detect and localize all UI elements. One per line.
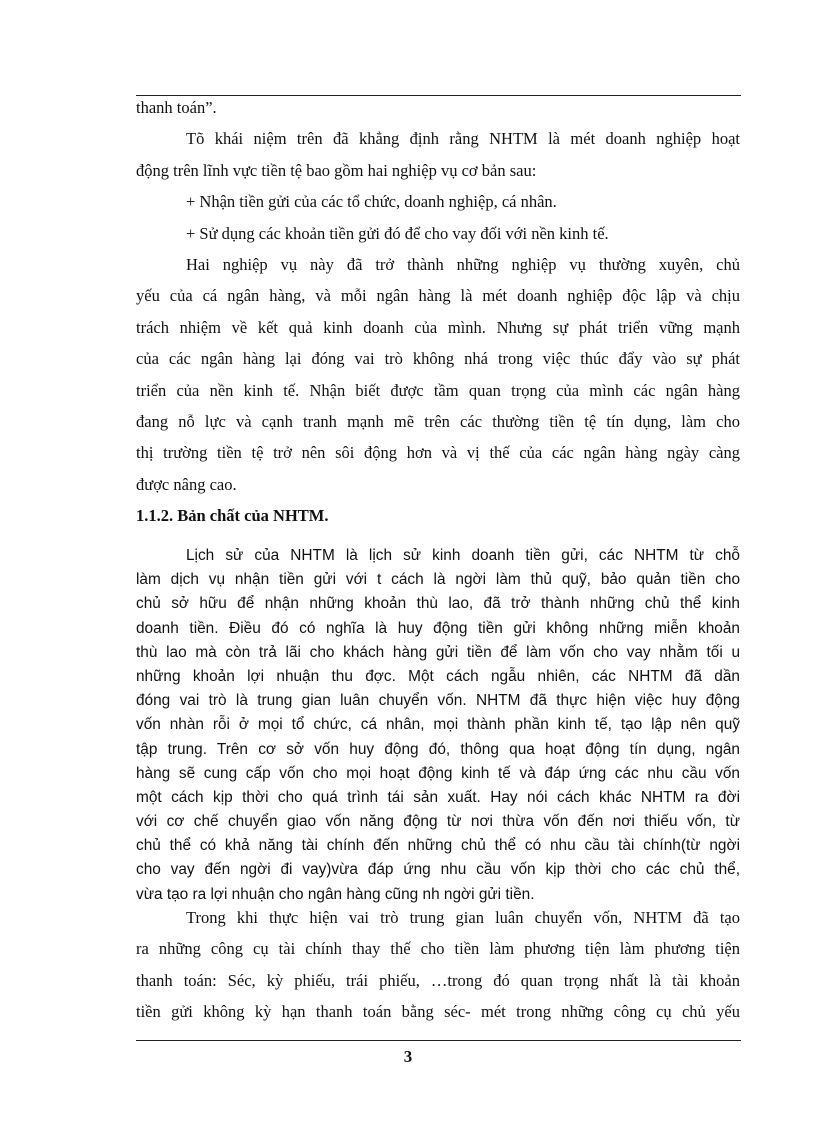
bullet-line: + Sử dụng các khoản tiền gửi đó để cho vay đối với nền kinh tế. — [186, 223, 609, 243]
text-line: những khoản lợi nhuận thu đợc. Một cách ngẫu nhiên, các NHTM đã dần — [136, 667, 740, 685]
text-line: đang nỗ lực và cạnh tranh mạnh mẽ trên các thường tiền tệ tín dụng, làm cho — [136, 411, 740, 431]
text-line: Tõ khái niệm trên đã khẳng định rằng NHTM là mét doanh nghiệp hoạt — [186, 129, 740, 149]
text-line: yếu của cá ngân hàng, và mỗi ngân hàng là mét doanh nghiệp độc lập và chịu — [136, 286, 740, 306]
text-line: vừa tạo ra lợi nhuận cho ngân hàng cũng nh ngời gửi tiền. — [136, 885, 535, 903]
body-text-bottom — [136, 902, 740, 1028]
text-line: Trong khi thực hiện vai trò trung gian luân chuyển vốn, NHTM đã tạo — [186, 908, 740, 927]
text-line: hàng sẽ cung cấp vốn cho mọi hoạt động kinh tế và đáp ứng các nhu cầu vốn — [136, 764, 740, 782]
section-heading: 1.1.2. Bản chất của NHTM. — [136, 506, 329, 526]
text-line: đóng vai trò là trung gian luân chuyển vốn. NHTM đã thực hiện việc huy động — [136, 692, 740, 710]
text-line: thanh toán”. — [136, 98, 217, 117]
text-line: thù lao mà còn trả lãi cho khách hàng gửi tiền để làm vốn cho vay nhằm tối u — [136, 643, 740, 661]
text-line: với cơ chế chuyển giao vốn năng động từ nơi thừa vốn đến nơi thiếu vốn, từ — [136, 813, 740, 831]
text-line: Lịch sử của NHTM là lịch sử kinh doanh tiền gửi, các NHTM từ chỗ — [186, 547, 740, 564]
text-line: của các ngân hàng lại đóng vai trò không nhá trong việc thúc đẩy vào sự phát — [136, 349, 740, 369]
text-line: một cách kịp thời cho quá trình tái sản xuất. Hay nói cách khác NHTM ra đời — [136, 788, 740, 806]
page-number: 3 — [403, 1047, 413, 1066]
footer-rule — [136, 1040, 741, 1041]
text-line: tập trung. Trên cơ sở vốn huy động đó, thông qua hoạt động tín dụng, ngân — [136, 740, 740, 758]
text-line: chủ thể có khả năng tài chính đến những chủ thể có nhu cầu tài chính(từ ngời — [136, 837, 740, 855]
text-line: triển của nền kinh tế. Nhận biết được tầm quan trọng của mình các ngân hàng — [136, 380, 740, 400]
text-line: Hai nghiệp vụ này đã trở thành những nghiệp vụ thường xuyên, chủ — [186, 254, 740, 274]
text-line: trách nhiệm về kết quả kinh doanh của mình. Nhưng sự phát triển vững mạnh — [136, 317, 740, 337]
body-text-middle — [136, 544, 740, 907]
bullet-line: + Nhận tiền gửi của các tổ chức, doanh nghiệp, cá nhân. — [186, 192, 557, 212]
text-line: cho vay đến ngời đi vay)vừa đáp ứng nhu cầu vốn kịp thời cho các chủ thể, — [136, 861, 740, 879]
text-line: động trên lĩnh vực tiền tệ bao gồm hai nghiệp vụ cơ bản sau: — [136, 160, 537, 180]
text-line: tiền gửi không kỳ hạn thanh toán bằng séc- mét trong những công cụ chủ yếu — [136, 1002, 740, 1022]
text-line: thị trường tiền tệ trở nên sôi động hơn và vị thế của các ngân hàng ngày càng — [136, 443, 740, 463]
text-line: vốn nhàn rỗi ở mọi tổ chức, cá nhân, mọi thành phần kinh tế, tạo lập nên quỹ — [136, 716, 740, 734]
body-text-top — [136, 92, 740, 531]
text-line: ra những công cụ tài chính thay thế cho tiền làm phương tiện làm phương tiện — [136, 939, 740, 959]
text-line: thanh toán: Séc, kỳ phiếu, trái phiếu, …trong đó quan trọng nhất là tài khoản — [136, 970, 740, 990]
text-line: được nâng cao. — [136, 474, 237, 494]
text-line: chủ sở hữu để nhận những khoản thù lao, đã trở thành những chủ thể kinh — [136, 595, 740, 613]
text-line: doanh tiền. Điều đó có nghĩa là huy động tiền gửi không những miễn khoản — [136, 619, 740, 637]
text-line: làm dịch vụ nhận tiền gửi với t cách là ngời làm thủ quỹ, bảo quản tiền cho — [136, 571, 740, 589]
